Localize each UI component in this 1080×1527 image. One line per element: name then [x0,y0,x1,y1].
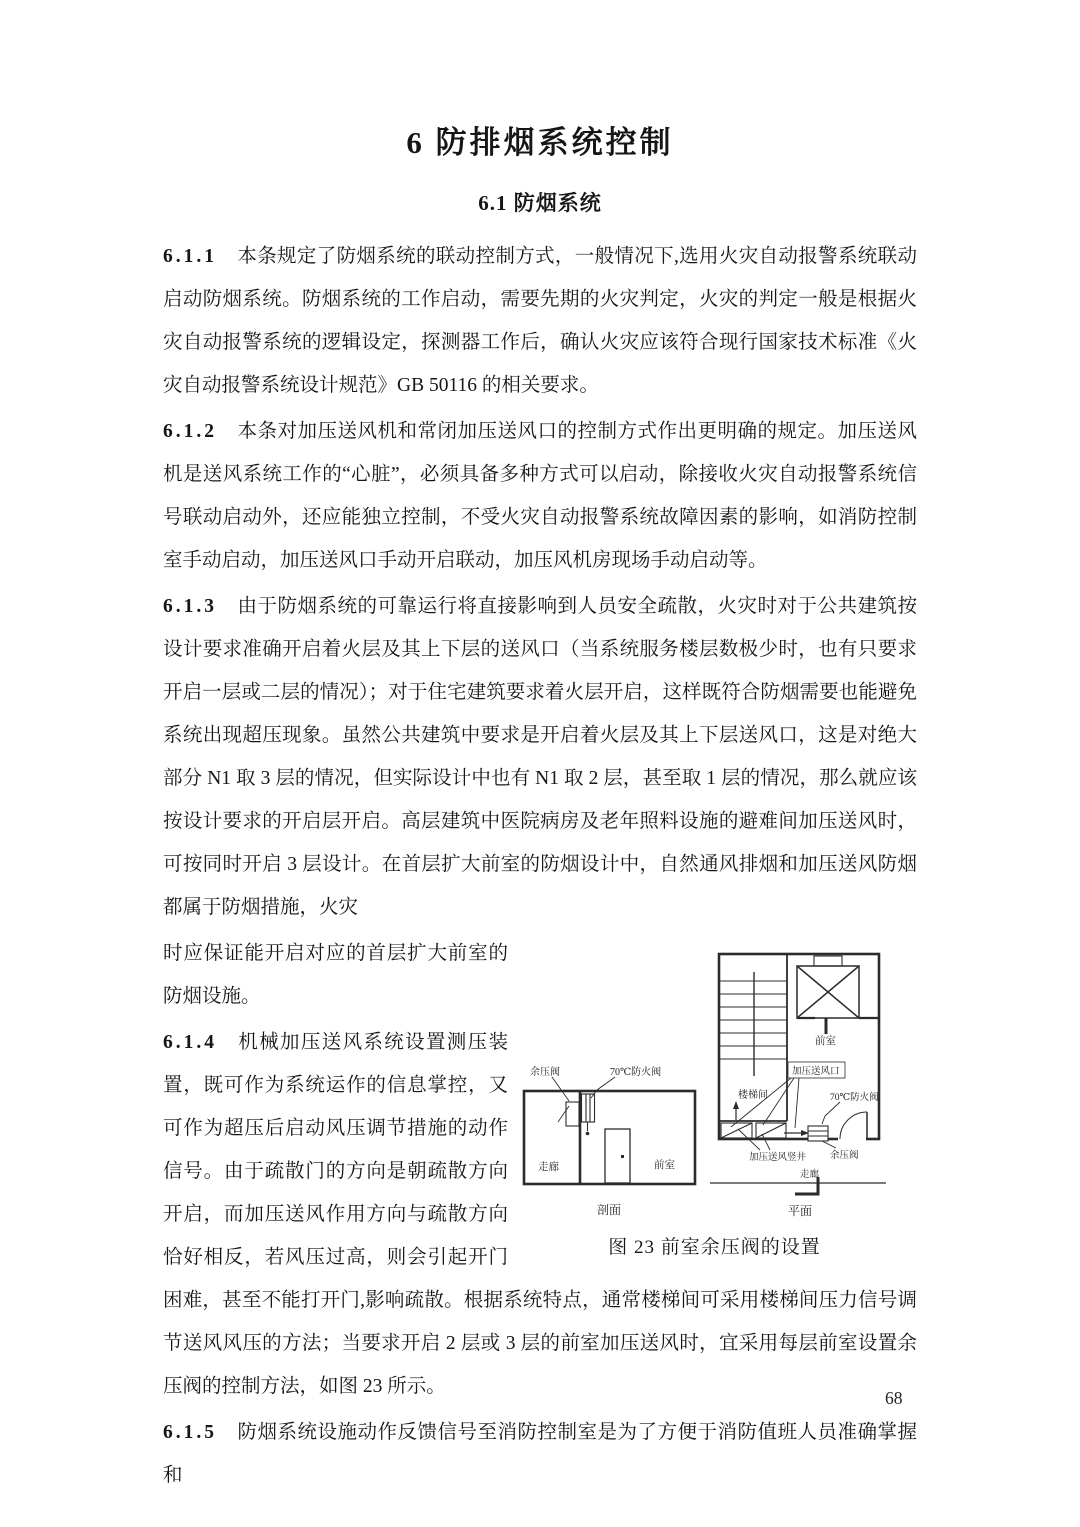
airflow-arrow [784,1130,809,1136]
plan-residual-valve [808,1126,828,1141]
clause-text-6-1-3: 由于防烟系统的可靠运行将直接影响到人员安全疏散，火灾时对于公共建筑按设计要求准确开启着火层及其上下层的送风口（当系统服务楼层数极少时，也有只要求开启一层或二层的情况）；对于住宅建筑要求着火层开启，这样既符合防烟需要也能避免系统出现超压现象。虽然公共建筑中要求是开启着火层及其上下层送风口，这是对绝大部分 N1 取 3 层的情况，但实际设计中也有 N1 取 2 层，甚至取 1 层的情况，那么就应该按设计要求的开启层开启。高层建筑中医院病房及老年照料设施的避难间加压送风时，可按同时开启 3 层设计。在首层扩大前室的防烟设计中，自然通风排烟和加压送风防烟都属于防烟措施，火灾 [163,596,917,918]
clause-text-6-1-4: 机械加压送风系统设置测压装置，既可作为系统运作的信息掌控，又可作为超压后启动风压调节措施的动作信号。由于疏散门的方向是朝疏散方向开启，而加压送风作用方向与疏散方向恰好相反，若风压过高，则会引起开门困难，甚至不能打开门,影响疏散。根据系统特点，通常楼梯间可采用楼梯间压力信号调节送风风压的方法；当要求开启 2 层或 3 层的前室加压送风时，宜采用每层前室设置余压阀的控制方法，如图 23 所示。 [163,1032,917,1397]
clause-text-6-1-2: 本条对加压送风机和常闭加压送风口的控制方式作出更明确的规定。加压送风机是送风系统工作的“心脏”，必须具备多种方式可以启动，除接收火灾自动报警系统信号联动启动外，还应能独立控制，不受火灾自动报警系统故障因素的影响，如消防控制室手动启动，加压送风口手动开启联动，加压风机房现场手动启动等。 [163,421,917,571]
plan-caption: 平面 [788,1204,813,1218]
chapter-title: 6 防排烟系统控制 [406,125,674,160]
clause-number-6-1-1: 6.1.1 [163,246,217,267]
section-residual-valve-label: 余压阀 [530,1067,560,1078]
plan-fire-damper-label: 70℃防火阀 [830,1093,879,1103]
clause-text-6-1-3-continued: 时应保证能开启对应的首层扩大前室的防烟设施。 [163,943,508,1007]
clause-number-6-1-3: 6.1.3 [163,596,217,617]
plan-air-outlet-label: 加压送风口 [792,1067,840,1077]
section-fire-damper-label: 70℃防火阀 [610,1067,662,1078]
plan-corridor-label: 走廊 [800,1170,820,1180]
section-title: 6.1 防烟系统 [478,191,602,215]
clause-text-6-1-5: 防烟系统设施动作反馈信号至消防控制室是为了方便于消防值班人员准确掌握和 [163,1422,917,1486]
paragraph-6-1-1 [163,235,917,407]
figure-23-drawing [512,936,912,1231]
section-caption: 剖面 [597,1203,622,1217]
section-front-room-label: 前室 [654,1160,675,1171]
door-handle [621,1155,624,1158]
elevator-shaft [797,956,879,1034]
figure-wrap-zone [163,932,917,1411]
clause-text-6-1-1: 本条规定了防烟系统的联动控制方式，一般情况下,选用火灾自动报警系统联动启动防烟系统。防烟系统的工作启动，需要先期的火灾判定，火灾的判定一般是根据火灾自动报警系统的逻辑设定，探测器工作后，确认火灾应该符合现行国家技术标准《火灾自动报警系统设计规范》GB 50116 的相关要求。 [163,246,917,396]
figure-23 [512,936,917,1261]
clause-number-6-1-5: 6.1.5 [163,1422,217,1443]
damper-stem-dot [586,1132,590,1136]
clause-number-6-1-4: 6.1.4 [163,1032,217,1053]
stair-up-arrow [733,1101,739,1120]
section-door [605,1129,630,1183]
section-residual-valve [566,1102,579,1126]
section-fire-damper [582,1094,595,1131]
paragraph-6-1-2 [163,410,917,582]
paragraph-6-1-5 [163,1411,917,1497]
plan-air-shaft-label: 加压送风竖井 [749,1153,807,1163]
clause-number-6-1-2: 6.1.2 [163,421,217,442]
plan-door-swing [838,1112,867,1143]
plan-stairwell-label: 楼梯间 [738,1090,768,1101]
air-supply-shafts [721,1123,786,1138]
section-corridor-label: 走廊 [538,1162,559,1173]
figure-caption: 图 23 前室余压阀的设置 [608,1237,821,1258]
section-labels [530,1065,675,1217]
staircase [720,972,787,1076]
plan-front-room-label: 前室 [815,1036,836,1047]
plan-residual-valve-label: 余压阀 [830,1151,859,1161]
page-number: 68 [885,1388,903,1408]
paragraph-6-1-3 [163,585,917,929]
